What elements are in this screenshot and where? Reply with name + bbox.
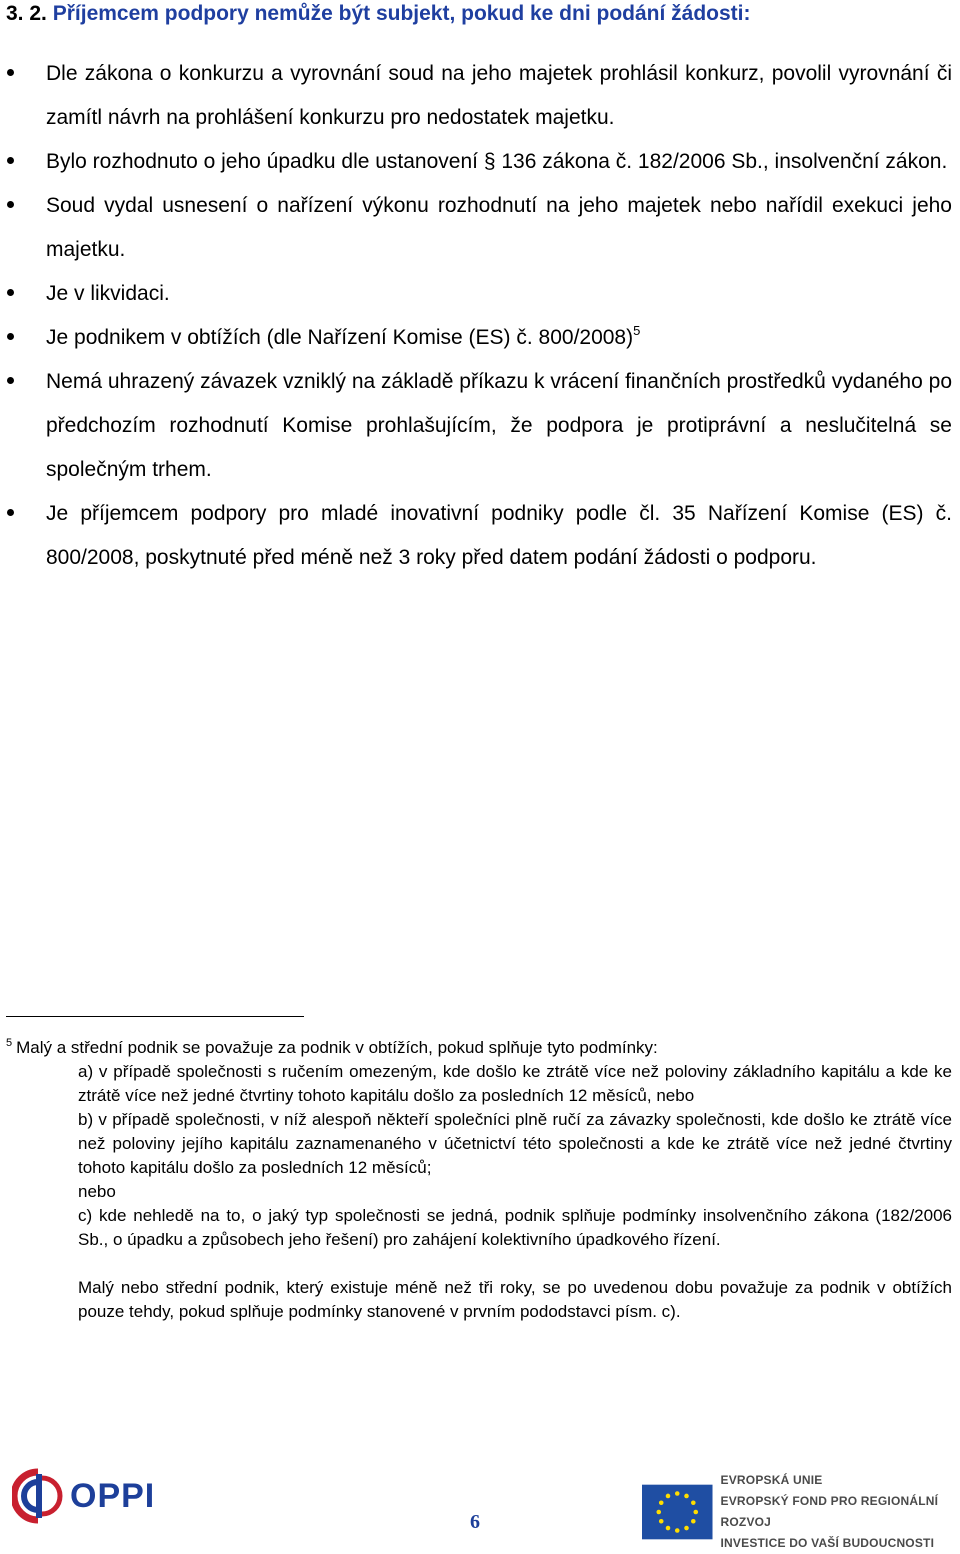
list-item: [0, 140, 960, 184]
footnote-condition-b: b) v případě společnosti, v níž alespoň někteří společníci plně ručí za závazky společnosti, kde došlo ke ztrátě více než poloviny jejího kapitálu zaznamenaného v účetnictví této společnosti a kde ke ztrátě více než jedné čtvrtiny tohoto kapitálu došlo za posledních 12 měsíců;: [78, 1110, 952, 1177]
footnote-or: nebo: [78, 1182, 116, 1201]
bullet-icon: [7, 69, 14, 76]
bullet-icon: [7, 157, 14, 164]
section-title: Příjemcem podpory nemůže být subjekt, pokud ke dni podání žádosti:: [52, 2, 751, 25]
list-item: [0, 52, 960, 140]
footnote-intro-text: Malý a střední podnik se považuje za podnik v obtížích, pokud splňuje tyto podmínky:: [16, 1038, 658, 1057]
condition-list: [0, 52, 960, 580]
oppi-logo-text: OPPI: [70, 1476, 156, 1515]
eu-line-1: EVROPSKÁ UNIE: [720, 1473, 823, 1487]
bullet-icon: [7, 377, 14, 384]
bullet-icon: [7, 201, 14, 208]
list-item-text: Je příjemcem podpory pro mladé inovativní podniky podle čl. 35 Nařízení Komise (ES) č. 800/2008, poskytnuté před méně než 3 roky před datem podání žádosti o podporu.: [46, 502, 952, 569]
footnote-spacer: [6, 1252, 952, 1276]
list-item-text: Je v likvidaci.: [46, 282, 170, 305]
footnote-closing: Malý nebo střední podnik, který existuje méně než tři roky, se po uvedenou dobu považuje za podnik v obtížích pouze tehdy, pokud splňuje podmínky stanovené v prvním pododstavci písm. c).: [78, 1278, 952, 1321]
bullet-icon: [7, 509, 14, 516]
footnote-intro: [6, 1036, 952, 1060]
list-item-text: Soud vydal usnesení o nařízení výkonu rozhodnutí na jeho majetek nebo nařídil exekuci jeho majetku.: [46, 194, 952, 261]
list-item: [0, 316, 960, 360]
list-item-text: Bylo rozhodnuto o jeho úpadku dle ustanovení § 136 zákona č. 182/2006 Sb., insolvenční zákon.: [46, 150, 948, 173]
oppi-emblem-icon: [12, 1468, 64, 1524]
eu-logo: [642, 1470, 960, 1554]
footnote-separator: [6, 1016, 304, 1017]
footnote-number: 5: [6, 1037, 13, 1049]
footnote-condition-c: c) kde nehledě na to, o jaký typ společnosti se jedná, podnik splňuje podmínky insolvenčního zákona (182/2006 Sb., o úpadku a způsobech jeho řešení) pro zahájení kolektivního úpadkového řízení.: [78, 1206, 952, 1249]
oppi-logo: [12, 1468, 155, 1524]
list-item-text: Dle zákona o konkurzu a vyrovnání soud na jeho majetek prohlásil konkurz, povolil vyrovnání či zamítl návrh na prohlášení konkurzu pro nedostatek majetku.: [46, 62, 952, 129]
eu-logo-text: [721, 1470, 960, 1554]
eu-line-3: INVESTICE DO VAŠÍ BUDOUCNOSTI: [720, 1536, 935, 1550]
list-item: [0, 184, 960, 272]
page-number: 6: [470, 1511, 480, 1533]
bullet-icon: [7, 289, 14, 296]
eu-flag-icon: [642, 1481, 713, 1543]
list-item-text: Nemá uhrazený závazek vzniklý na základě příkazu k vrácení finančních prostředků vydaného po předchozím rozhodnutí Komise prohlašujícím, že podpora je protiprávní a neslučitelná se společným trhem.: [46, 370, 952, 481]
footnote: [6, 1036, 952, 1324]
eu-line-2: EVROPSKÝ FOND PRO REGIONÁLNÍ ROZVOJ: [720, 1494, 939, 1529]
section-number: 3. 2.: [6, 2, 47, 25]
footnote-condition-a: a) v případě společnosti s ručením omezeným, kde došlo ke ztrátě více než poloviny základního kapitálu a kde ke ztrátě více než jedné čtvrtiny tohoto kapitálu došlo za posledních 12 měsíců, nebo: [78, 1062, 952, 1105]
list-item-text: Je podnikem v obtížích (dle Nařízení Komise (ES) č. 800/2008): [46, 326, 634, 349]
list-item-text-wrap: [46, 316, 640, 360]
list-item: [0, 272, 960, 316]
list-item: [0, 492, 960, 580]
bullet-icon: [7, 333, 14, 340]
section-heading: [6, 2, 751, 26]
list-item: [0, 360, 960, 492]
footnote-reference[interactable]: 5: [633, 323, 641, 338]
